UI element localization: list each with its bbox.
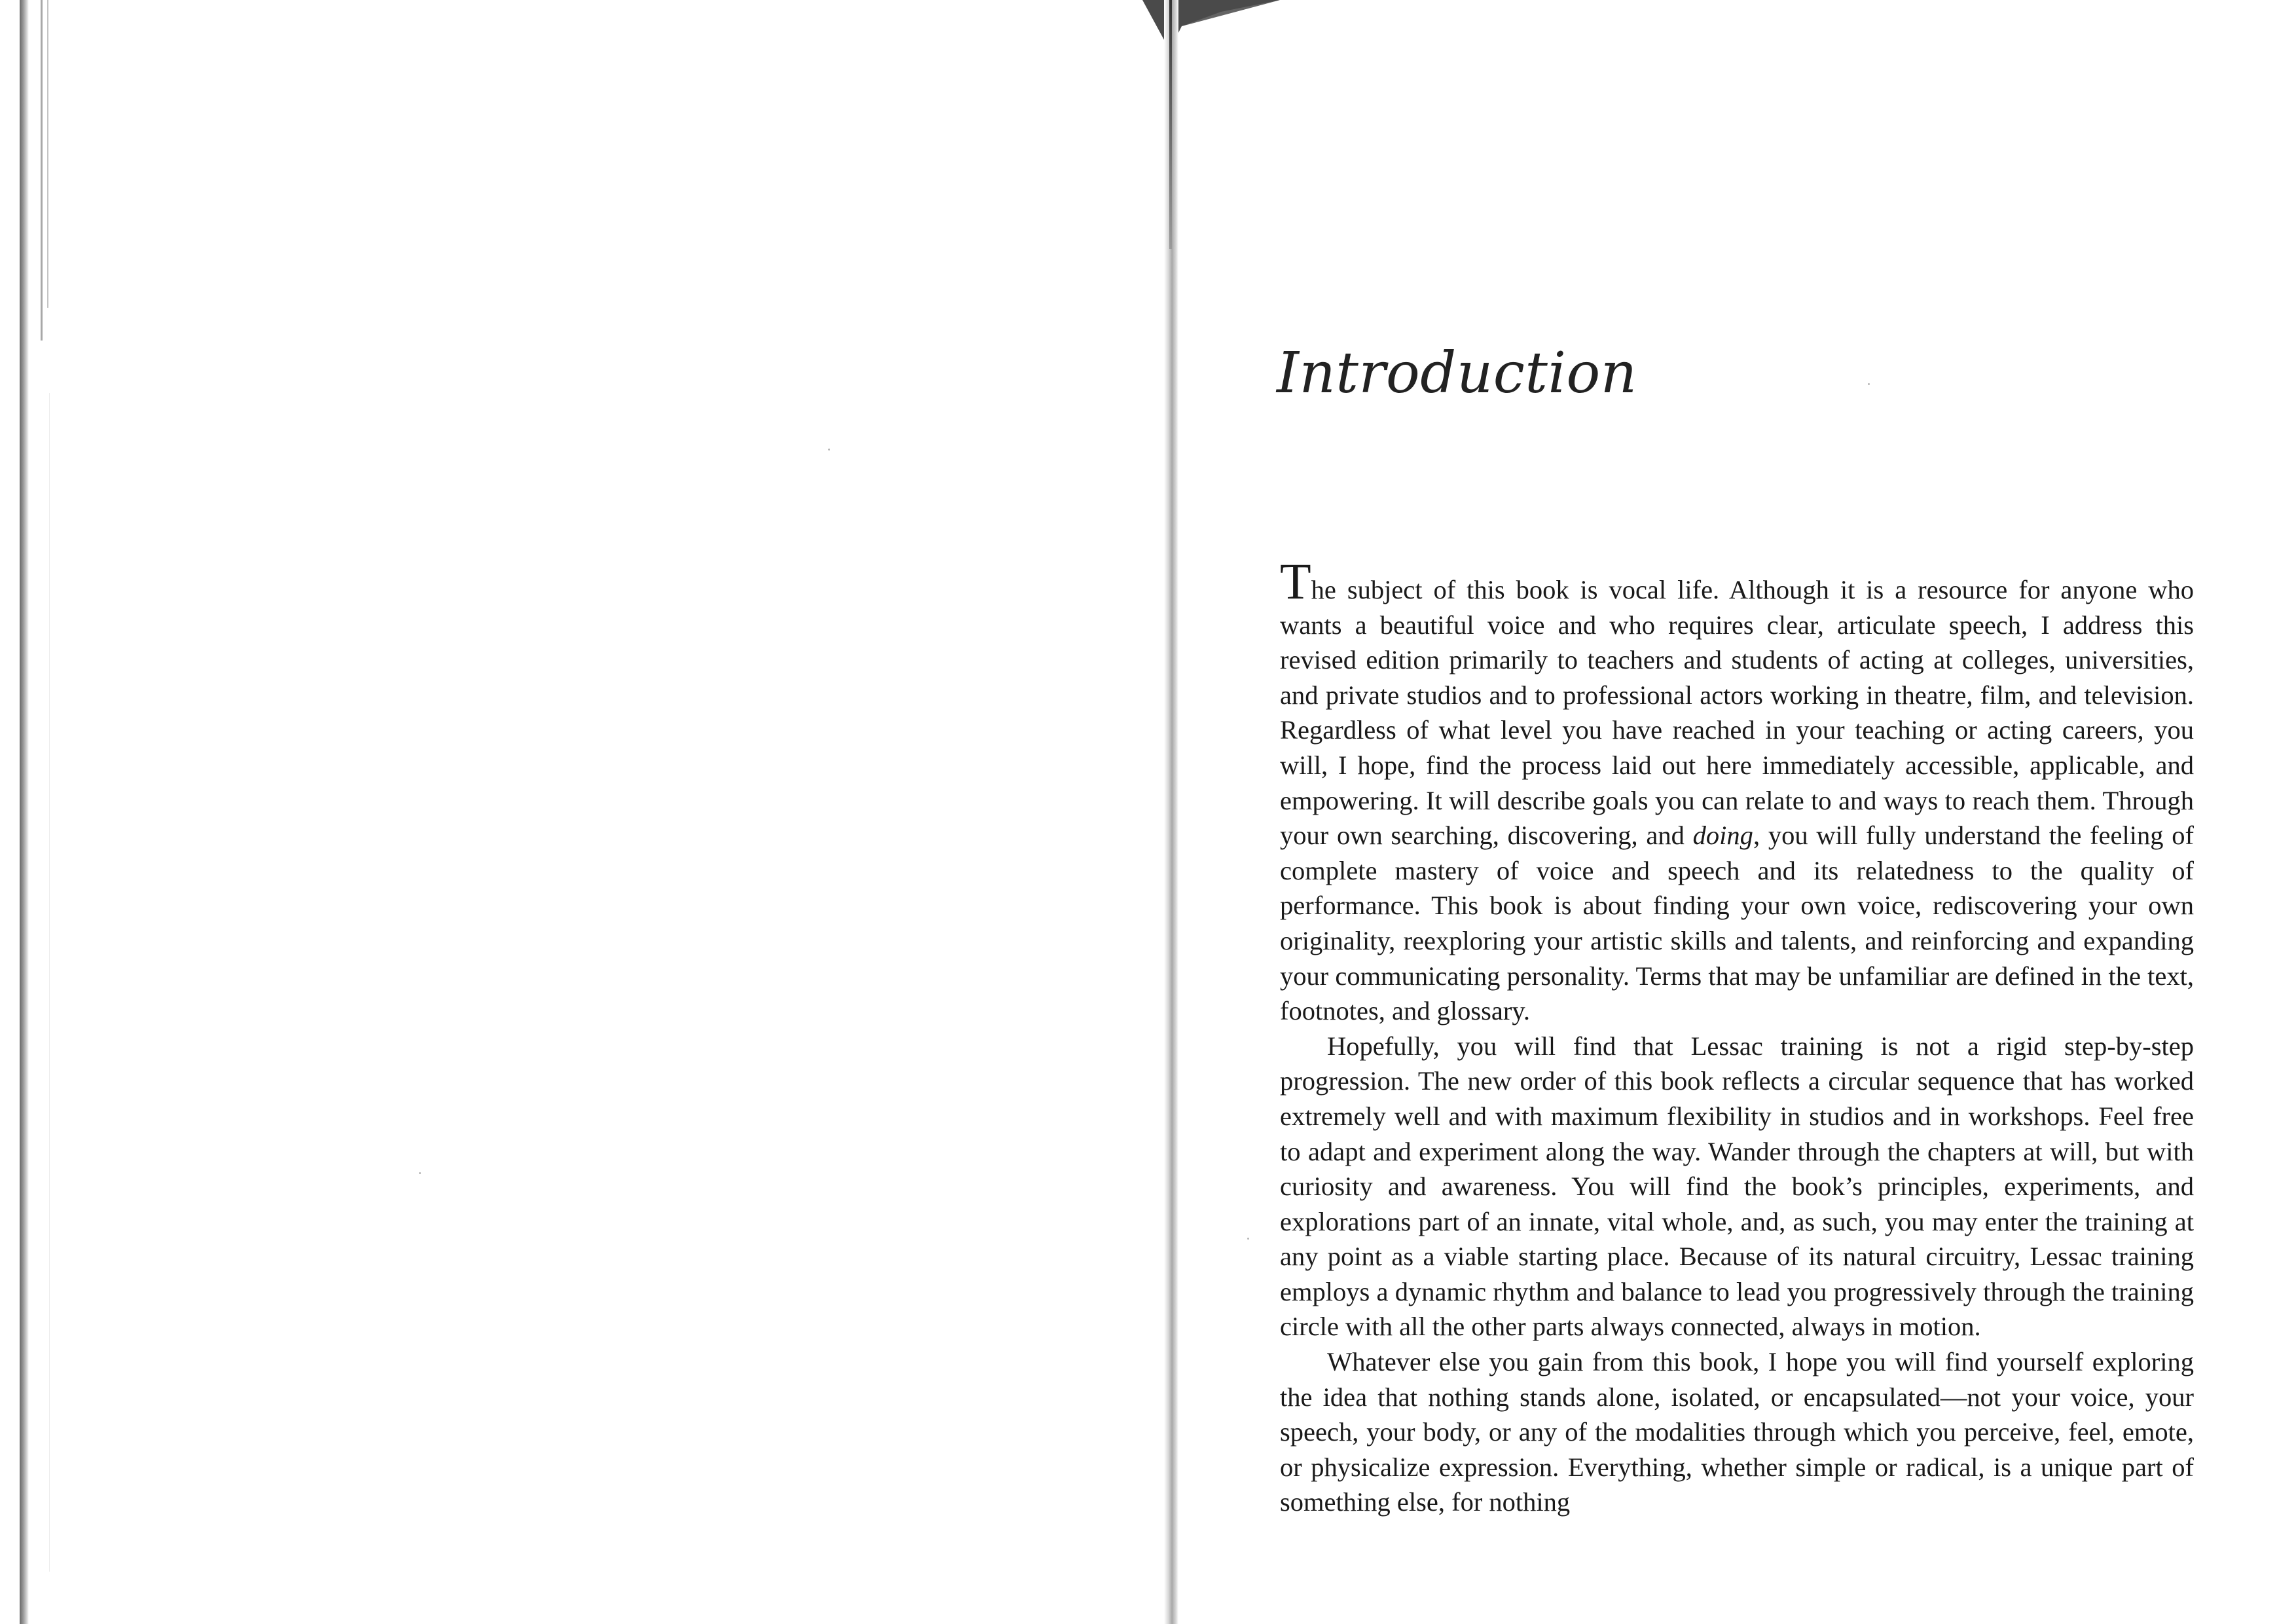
- paragraph-1-emphasis: doing: [1692, 821, 1753, 851]
- drop-cap: T: [1280, 553, 1311, 610]
- left-scan-faint-line: [49, 393, 50, 1572]
- scan-speck: [828, 449, 830, 451]
- spine-line: [1169, 0, 1172, 249]
- left-scan-line: [41, 0, 43, 341]
- left-scan-edge: [20, 0, 29, 1624]
- scan-speck: [1247, 1238, 1249, 1240]
- left-scan-line-secondary: [47, 0, 48, 308]
- scan-speck: [419, 1172, 421, 1174]
- body-text: [1280, 553, 2195, 1520]
- paragraph-3: Whatever else you gain from this book, I hope you will find yourself exploring the idea that nothing stands alone, isolated, or encapsulated—not your voice, your speech, your body, or any of the modalities through which you perceive, feel, emote, or physicalize expression. Everything, whether simple or radical, is a unique part of something else, for nothing: [1280, 1347, 2194, 1517]
- chapter-title: Introduction: [1277, 341, 1637, 406]
- paragraph-1: [1280, 553, 2195, 1029]
- paragraph-1-text: he subject of this book is vocal life. Although it is a resource for anyone who wants a beautiful voice and who requires clear, articulate speech, I address this revised edition primarily to teachers and students of acting at colleges, universities, and private studios and to professional actors working in theatre, film, and television. Regardless of what level you have reached in your teaching or acting careers, you will, I hope, find the process laid out here immediately accessible, applicable, and empowering. It will describe goals you can relate to and ways to reach them. Through your own searching, discovering, and: [1280, 575, 2194, 851]
- gutter-fold-shadow: [1142, 0, 1280, 46]
- paragraph-2: Hopefully, you will find that Lessac training is not a rigid step-by-step progression. The new order of this book reflects a circular sequence that has worked extremely well and with maximum flexibility in studios and in workshops. Feel free to adapt and experiment along the way. Wander through the chapters at will, but with curiosity and awareness. You will find the book’s principles, experiments, and explorations part of an innate, vital whole, and, as such, you may enter the training at any point as a viable starting place. Because of its natural circuitry, Lessac training employs a dynamic rhythm and balance to lead you progressively through the training circle with all the other parts always connected, always in motion.: [1280, 1031, 2194, 1342]
- paragraph-1-text-end: , you will fully understand the feeling of complete mastery of voice and speech and its relatedness to the quality of performance. This book is about finding your own voice, rediscovering your own originality, reexploring your artistic skills and talents, and reinforcing and expanding your communicating personality. Terms that may be unfamiliar are defined in the text, footnotes, and glossary.: [1280, 821, 2195, 1026]
- scan-speck: [1868, 383, 1870, 385]
